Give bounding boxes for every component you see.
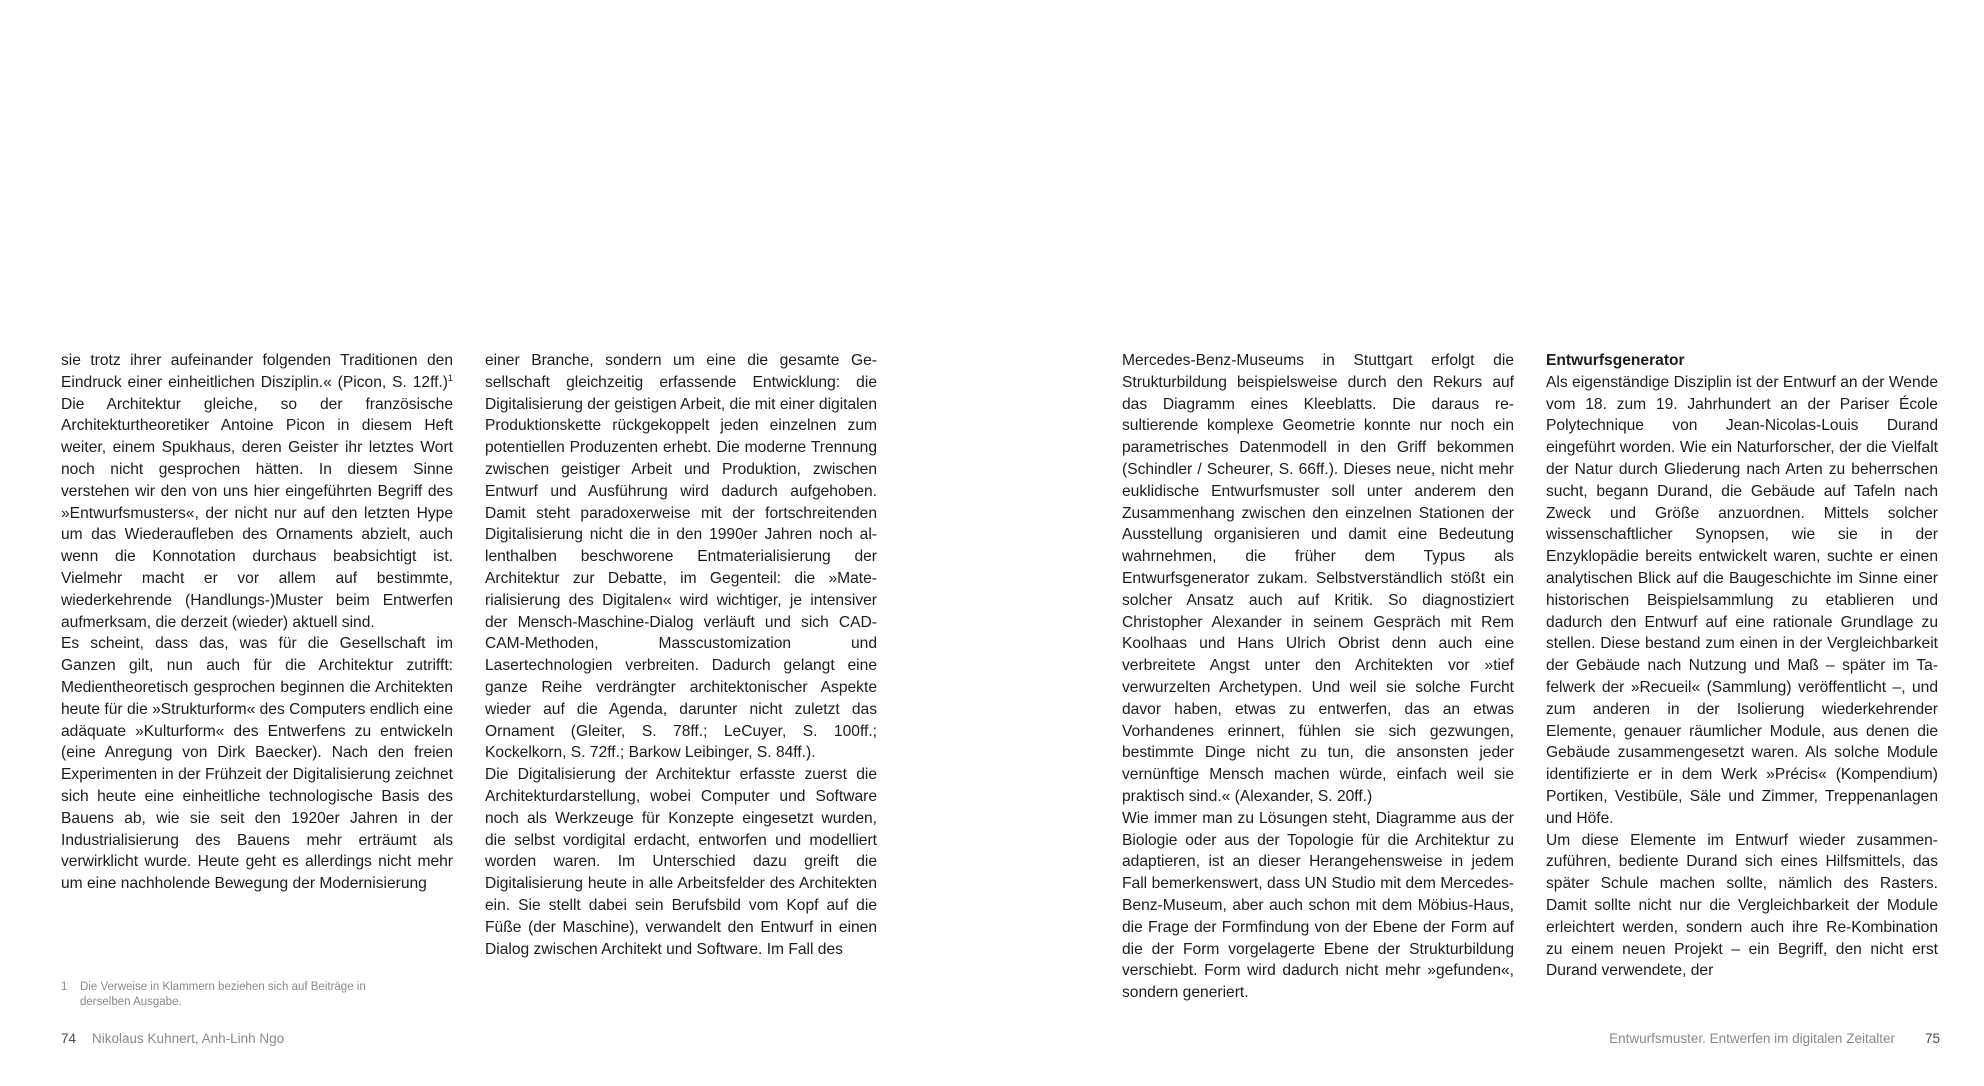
paragraph: einer Branche, sondern um eine die gesamte Gesellschaft gleichzeitig erfassende Entwicklung: die Digitalisierung der geistigen Arbeit, die mit einer digitalen Produktionskette rückgekoppelt jeden einzelnen zum potentiellen Produzenten erhebt. Die moderne Trennung zwischen geistiger Arbeit und Produktion, zwischen Entwurf und Ausführung wird dadurch aufgehoben. Damit steht paradoxerweise mit der fortschreitenden Digitalisierung nicht die in den 1990er Jahren noch allenthalben beschworene Entmaterialisierung der Architektur zur Debatte, im Gegenteil: die »Materialisierung des Digitalen« wird wichtiger, je intensiver der Mensch-Maschine-Dialog verläuft und sich CAD-CAM-Methoden, Masscustomization und Lasertechnologien verbreiten. Dadurch gelangt eine ganze Reihe verdrängter architektonischer Aspekte wieder auf die Agenda, darunter nicht zuletzt das Ornament (Gleiter, S. 78ff.; LeCuyer, S. 100ff.; Kockelkorn, S. 72ff.; Barkow Leibinger, S. 84ff.). [485, 352, 877, 762]
paragraph: sie trotz ihrer aufeinander folgenden Traditionen den Eindruck einer einheitlichen Disziplin.« (Picon, S. 12ff.)$^1$ Die Architektur gleiche, so der französische Architekturtheoretiker Antoine Picon in diesem Heft weiter, einem Spukhaus, deren Geister ihr letztes Wort noch nicht gesprochen hätten. In diesem Sinne verstehen wir den von uns hier eingeführten Begriff des »Entwurfsmusters«, der nicht nur auf den letzten Hype um das Wiederaufleben des Ornaments abzielt, auch wenn die Konnotation durchaus beabsichtigt ist. Vielmehr macht er vor allem auf bestimmte, wiederkehrende (Handlungs-)Muster beim Entwerfen aufmerksam, die derzeit (wieder) aktuell sind. [61, 352, 453, 631]
page-number-left: 74 [61, 1031, 77, 1046]
text-column-4 [1546, 350, 1938, 982]
left-page-footer [61, 1031, 284, 1046]
text-column-2 [485, 350, 877, 960]
text-column-3 [1122, 350, 1514, 1004]
paragraph: Um diese Elemente im Entwurf wieder zusammenzuführen, bediente Durand sich eines Hilfsmittels, das später Schule machen sollte, nämlich des Rasters. Damit sollte nicht nur die Vergleichbarkeit der Module erleichtert werden, sondern auch ihre Re-Kombination zu einem neuen Projekt – ein Begriff, den nicht erst Durand verwendete, der [1546, 831, 1938, 980]
paragraph: Die Digitalisierung der Architektur erfasste zuerst die Architekturdarstellung, wobei Computer und Software noch als Werkzeuge für Konzepte eingesetzt wurden, die selbst vordigital erdacht, entworfen und modelliert worden waren. Im Unterschied dazu greift die Digitalisierung heute in alle Arbeitsfelder des Architekten ein. Sie stellt dabei sein Berufsbild vom Kopf auf die Füße (der Maschine), verwandelt den Entwurf in einen Dialog zwischen Architekt und Software. Im Fall des [485, 766, 877, 958]
right-page-footer [1609, 1031, 1940, 1046]
paragraph: Es scheint, dass das, was für die Gesellschaft im Ganzen gilt, nun auch für die Architektur zutrifft: Medientheoretisch gesprochen beginnen die Architekten heute für die »Strukturform« des Computers endlich eine adäquate »Kulturform« des Entwerfens zu entwickeln (eine Anregung von Dirk Baecker). Nach den freien Experimenten in der Frühzeit der Digitalisierung zeichnet sich heute eine einheitliche technologische Basis des Bauens ab, wie sie seit den 1920er Jahren in der Industrialisierung des Bauens mehr erträumt als verwirklicht wurde. Heute geht es allerdings nicht mehr um eine nachholende Bewegung der Modernisierung [61, 635, 453, 893]
page-number-right: 75 [1924, 1031, 1940, 1046]
running-title: Entwurfsmuster. Entwerfen im digitalen Zeitalter [1609, 1031, 1895, 1046]
section-heading: Entwurfsgenerator [1546, 352, 1685, 369]
footnote [61, 980, 421, 1010]
author-names: Nikolaus Kuhnert, Anh-Linh Ngo [92, 1031, 285, 1046]
paragraph: Als eigenständige Disziplin ist der Entwurf an der Wende vom 18. zum 19. Jahrhundert an der Pariser École Polytechnique von Jean-Nicolas-Louis Durand eingeführt worden. Wie ein Naturforscher, der die Vielfalt der Natur durch Gliederung nach Arten zu beherrschen sucht, begann Durand, die Gebäude auf Tafeln nach Zweck und Größe anzuordnen. Mittels solcher wissenschaftlicher Synopsen, wie sie in der Enzyklopädie bereits entwickelt waren, suchte er einen analytischen Blick auf die Baugeschichte im Sinne einer historischen Beispielsammlung zu etablieren und dadurch den Entwurf auf eine rationale Grundlage zu stellen. Diese bestand zum einen in der Vergleichbarkeit der Gebäude nach Nutzung und Maß – später im Tafelwerk der »Recueil« (Sammlung) veröffentlicht –, und zum anderen in der Isolierung wiederkehrender Elemente, genauer räumlicher Module, aus denen die Gebäude zusammengesetzt waren. Als solche Module identifizierte er in dem Werk »Précis« (Kompendium) Portiken, Vestibüle, Säle und Zimmer, Treppenanlagen und Höfe. [1546, 373, 1938, 827]
footnote-number: 1 [61, 981, 68, 993]
paragraph: Wie immer man zu Lösungen steht, Diagramme aus der Biologie oder aus der Topologie für die Architektur zu adaptieren, ist an dieser Herangehensweise in jedem Fall bemerkenswert, dass UN Studio mit dem Mercedes-Benz-Museum, aber auch schon mit dem Möbius-Haus, die Frage der Formfindung von der Ebene der Form auf die der Form vorgelagerte Ebene der Strukturbildung verschiebt. Form wird dadurch nicht mehr »gefunden«, sondern generiert. [1122, 809, 1514, 1002]
footnote-reference: 1 [447, 372, 453, 383]
footnote-text: Die Verweise in Klammern beziehen sich auf Beiträge in derselben Ausgabe. [80, 981, 366, 1008]
text-column-1 [61, 350, 453, 895]
paragraph: Mercedes-Benz-Museums in Stuttgart erfolgt die Strukturbildung beispielsweise durch den Rekurs auf das Diagramm eines Kleeblatts. Die daraus resultierende komplexe Geometrie konnte nur noch ein parametrisches Datenmodell in den Griff bekommen (Schindler / Scheurer, S. 66ff.). Dieses neue, nicht mehr euklidische Entwurfsmuster soll unter anderem den Zusammenhang zwischen den einzelnen Stationen der Ausstellung organisieren und damit eine Bedeutung wahrnehmen, die früher dem Typus als Entwurfsgenerator zukam. Selbstverständlich stößt ein solcher Ansatz auch auf Kritik. So diagnostiziert Christopher Alexander in seinem Gespräch mit Rem Koolhaas und Hans Ulrich Obrist denn auch eine verbreitete Angst unter den Architekten vor »tief verwurzelten Archetypen. Und weil sie solche Furcht davor haben, etwas zu entwerfen, das an etwas Vorhandenes erinnert, fühlen sie sich gezwungen, bestimmte Dinge nicht zu tun, die ansonsten jeder vernünftige Mensch machen würde, einfach weil sie praktisch sind.« (Alexander, S. 20ff.) [1122, 352, 1514, 805]
